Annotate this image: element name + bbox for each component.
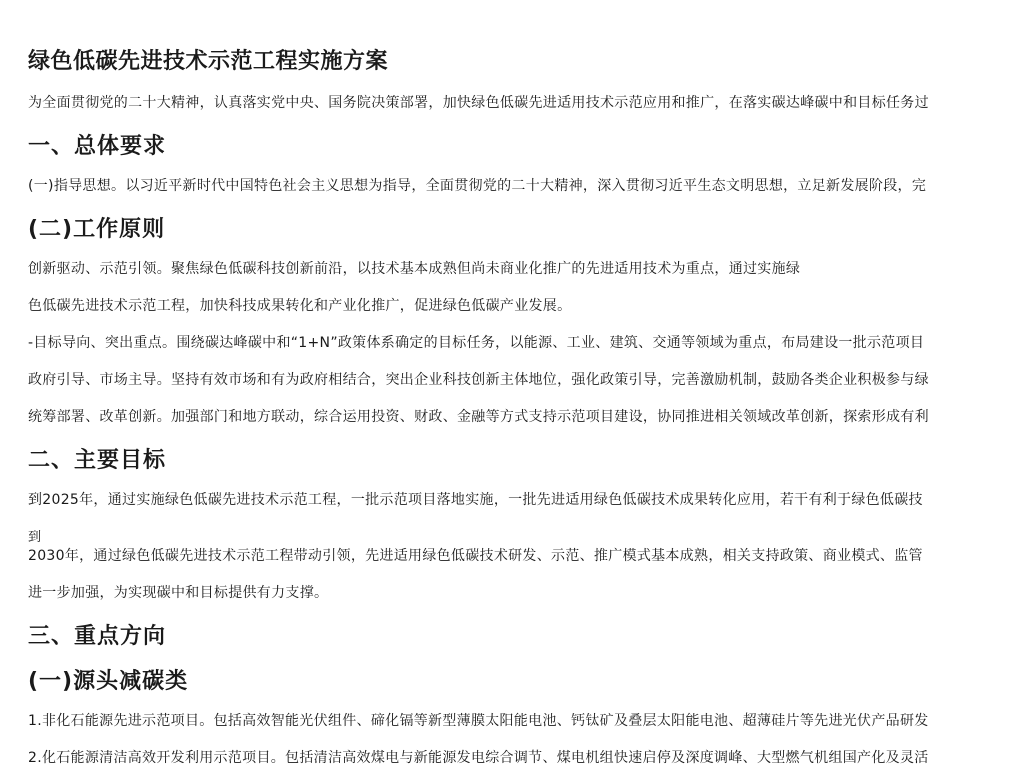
goal-paragraph-1: 到2025年，通过实施绿色低碳先进技术示范工程，一批示范项目落地实施，一批先进适用绿色低碳技术成果转化应用，若干有利于绿色低碳技 (28, 492, 923, 508)
intro-paragraph: 为全面贯彻党的二十大精神，认真落实党中央、国务院决策部署，加快绿色低碳先进适用技术示范应用和推广，在落实碳达峰碳中和目标任务过 (28, 95, 929, 111)
direction-item-1: 1.非化石能源先进示范项目。包括高效智能光伏组件、碲化镉等新型薄膜太阳能电池、钙钛矿及叠层太阳能电池、超薄硅片等先进光伏产品研发 (28, 713, 929, 729)
goal-paragraph-2-prefix: 到 (28, 530, 42, 545)
section-heading-goals: 二、主要目标 (28, 448, 167, 473)
principle-paragraph-1-line-1: 创新驱动、示范引领。聚焦绿色低碳科技创新前沿，以技术基本成熟但尚未商业化推广的先进适用技术为重点，通过实施绿 (28, 261, 801, 277)
principle-paragraph-2: -目标导向、突出重点。围绕碳达峰碳中和“1+N”政策体系确定的目标任务，以能源、工业、建筑、交通等领域为重点，布局建设一批示范项目 (28, 335, 925, 351)
subsection-heading-source-reduction: (一)源头减碳类 (28, 669, 189, 694)
section-heading-overall: 一、总体要求 (28, 134, 167, 159)
principle-paragraph-4: 统筹部署、改革创新。加强部门和地方联动，综合运用投资、财政、金融等方式支持示范项目建设，协同推进相关领域改革创新，探索形成有利 (28, 409, 929, 425)
goal-paragraph-2-line-1: 2030年，通过绿色低碳先进技术示范工程带动引领，先进适用绿色低碳技术研发、示范、推广模式基本成熟，相关支持政策、商业模式、监管 (28, 548, 923, 564)
principle-paragraph-3: 政府引导、市场主导。坚持有效市场和有为政府相结合，突出企业科技创新主体地位，强化政策引导，完善激励机制，鼓励各类企业积极参与绿 (28, 372, 929, 388)
section-heading-principles: (二)工作原则 (28, 217, 166, 242)
guiding-paragraph: (一)指导思想。以习近平新时代中国特色社会主义思想为指导，全面贯彻党的二十大精神，深入贯彻习近平生态文明思想，立足新发展阶段，完 (28, 178, 927, 194)
principle-paragraph-1-line-2: 色低碳先进技术示范工程，加快科技成果转化和产业化推广，促进绿色低碳产业发展。 (28, 298, 572, 314)
direction-item-2: 2.化石能源清洁高效开发利用示范项目。包括清洁高效煤电与新能源发电综合调节、煤电机组快速启停及深度调峰、大型燃气机组国产化及灵活 (28, 750, 929, 766)
document-title: 绿色低碳先进技术示范工程实施方案 (28, 49, 389, 74)
section-heading-directions: 三、重点方向 (28, 624, 167, 649)
goal-paragraph-2-line-2: 进一步加强，为实现碳中和目标提供有力支撑。 (28, 585, 329, 601)
